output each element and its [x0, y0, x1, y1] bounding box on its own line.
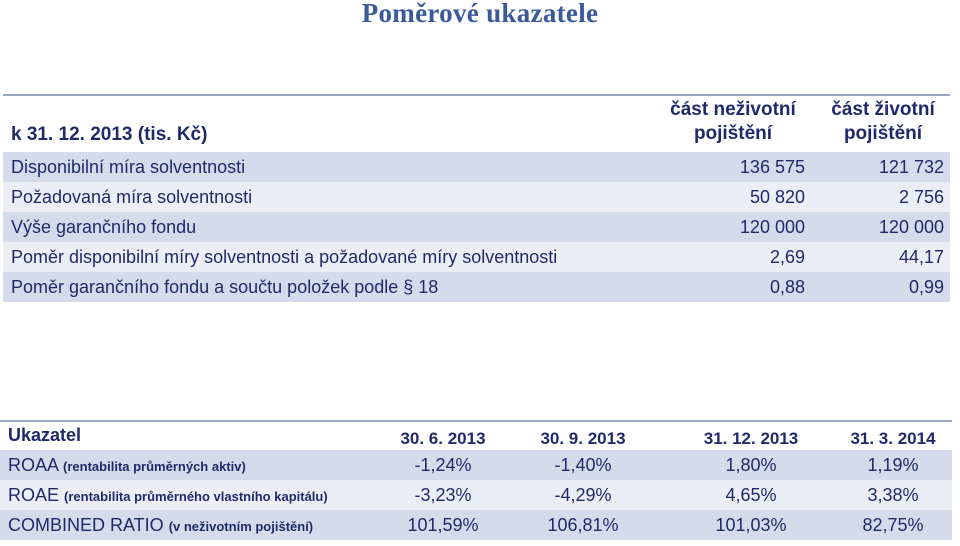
table-row [0, 510, 952, 540]
indicator-name: ROAE [8, 485, 60, 505]
row-label: Poměr disponibilní míry solventnosti a požadované míry solventnosti [11, 247, 558, 267]
non-life-value: 50 820 [749, 187, 805, 207]
indicator-name: ROAA [8, 455, 59, 475]
indicator-label [8, 485, 328, 506]
indicator-label [8, 455, 246, 476]
indicator-note: (v neživotním pojištění) [168, 519, 314, 534]
date-header: 30. 6. 2013 [400, 429, 486, 448]
solvency-table [3, 94, 950, 302]
non-life-value: 2,69 [769, 247, 805, 267]
ratio-value: -3,23% [414, 485, 472, 505]
ratio-value: -1,24% [414, 455, 472, 475]
row-label: Poměr garančního fondu a součtu položek podle § 18 [11, 277, 439, 297]
ratio-value: 3,38% [867, 485, 919, 505]
ratios-table-header [0, 422, 952, 450]
column-header-life [813, 98, 953, 146]
ratio-value: 1,80% [725, 455, 777, 475]
solvency-table-header [3, 96, 950, 152]
table-row [3, 272, 950, 302]
table-row [3, 152, 950, 182]
column-header-life-line1: část životní [831, 99, 935, 120]
column-header-life-line2: pojištění [843, 123, 923, 144]
ratio-value: 4,65% [725, 485, 777, 505]
non-life-value: 136 575 [739, 157, 805, 177]
date-header: 31. 12. 2013 [703, 429, 799, 448]
life-value: 121 732 [878, 157, 944, 177]
life-value: 44,17 [898, 247, 944, 267]
life-value: 0,99 [908, 277, 944, 297]
date-header: 30. 9. 2013 [540, 429, 626, 448]
page-title: Poměrové ukazatele [361, 0, 599, 28]
date-header: 31. 3. 2014 [850, 429, 936, 448]
ratio-value: 101,59% [407, 515, 479, 535]
ratios-table [0, 420, 952, 540]
life-value: 2 756 [898, 187, 944, 207]
column-header-non-life-line2: pojištění [693, 123, 773, 144]
non-life-value: 120 000 [739, 217, 805, 237]
table-row [3, 212, 950, 242]
table-row [0, 480, 952, 510]
ratio-value: -1,40% [554, 455, 612, 475]
indicator-note: (rentabilita průměrného vlastního kapitálu) [64, 489, 328, 504]
indicator-label [8, 515, 313, 536]
indicator-name: COMBINED RATIO [8, 515, 164, 535]
ratio-value: 101,03% [715, 515, 787, 535]
row-label: Disponibilní míra solventnosti [11, 157, 246, 177]
ratio-value: 106,81% [547, 515, 619, 535]
column-header-non-life [663, 98, 803, 146]
date-label: k 31. 12. 2013 (tis. Kč) [11, 124, 208, 145]
ratio-value: 82,75% [862, 515, 924, 535]
non-life-value: 0,88 [769, 277, 805, 297]
column-header-non-life-line1: část neživotní [670, 99, 796, 120]
table-row [3, 182, 950, 212]
table-row [0, 450, 952, 480]
row-label: Výše garančního fondu [11, 217, 197, 237]
life-value: 120 000 [878, 217, 944, 237]
ratio-value: -4,29% [554, 485, 612, 505]
indicator-header: Ukazatel [8, 425, 82, 445]
row-label: Požadovaná míra solventnosti [11, 187, 253, 207]
ratio-value: 1,19% [867, 455, 919, 475]
table-row [3, 242, 950, 272]
indicator-note: (rentabilita průměrných aktiv) [63, 459, 246, 474]
